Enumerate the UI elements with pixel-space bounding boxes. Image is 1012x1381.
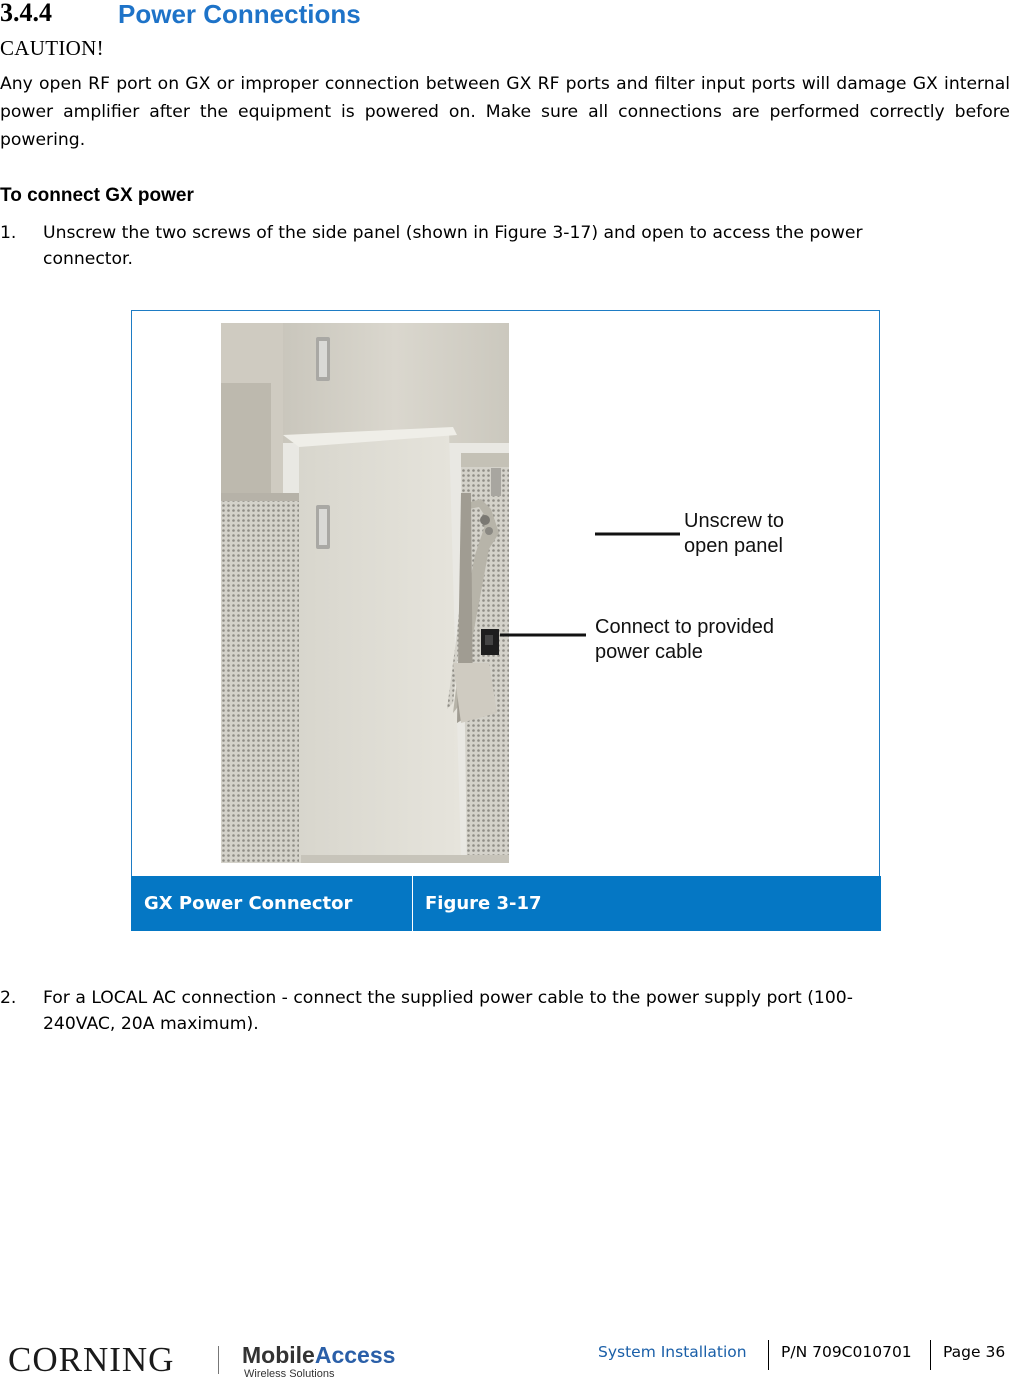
section-title: Power Connections (118, 0, 361, 29)
step-text: For a LOCAL AC connection - connect the supplied power cable to the power supply port (100-240VAC, 20A maximum). (43, 988, 853, 1034)
mobileaccess-logo (242, 1342, 395, 1369)
corning-logo: CORNING (8, 1340, 175, 1379)
callout-connector (595, 615, 774, 665)
step-number: 2. (0, 988, 17, 1008)
caption-divider (412, 876, 413, 931)
figure-caption-number: Figure 3-17 (425, 893, 542, 914)
caution-text: Any open RF port on GX or improper connection between GX RF ports and filter input ports will damage GX internal power amplifier after the equipment is powered on. Make sure all connections are performed correctly before powering. (0, 74, 1010, 150)
callout-unscrew (684, 509, 784, 559)
logo-mobile: Mobile (242, 1342, 315, 1368)
step-1 (0, 220, 900, 276)
step-text: Unscrew the two screws of the side panel (shown in Figure 3-17) and open to access the power connector. (43, 223, 863, 269)
logo-access: Access (314, 1342, 396, 1368)
figure-caption-title: GX Power Connector (144, 893, 353, 914)
footer-divider (768, 1340, 769, 1370)
footer-section-name: System Installation (598, 1343, 747, 1361)
gx-cabinet-photo (221, 323, 509, 863)
footer-page-number: Page 36 (943, 1343, 1006, 1361)
logo-tagline: Wireless Solutions (244, 1368, 335, 1380)
callout-connector-line1: Connect to provided (595, 616, 775, 638)
procedure-heading: To connect GX power (0, 185, 194, 206)
callout-unscrew-line1: Unscrew to (684, 510, 785, 532)
section-number: 3.4.4 (0, 0, 52, 27)
caution-label: CAUTION! (0, 36, 104, 60)
footer-divider (930, 1340, 931, 1370)
callout-connector-line2: power cable (595, 641, 703, 663)
logo-divider (218, 1346, 219, 1374)
step-2 (0, 985, 900, 1041)
step-number: 1. (0, 223, 17, 243)
footer-part-number: P/N 709C010701 (781, 1343, 912, 1361)
callout-unscrew-line2: open panel (684, 535, 783, 557)
